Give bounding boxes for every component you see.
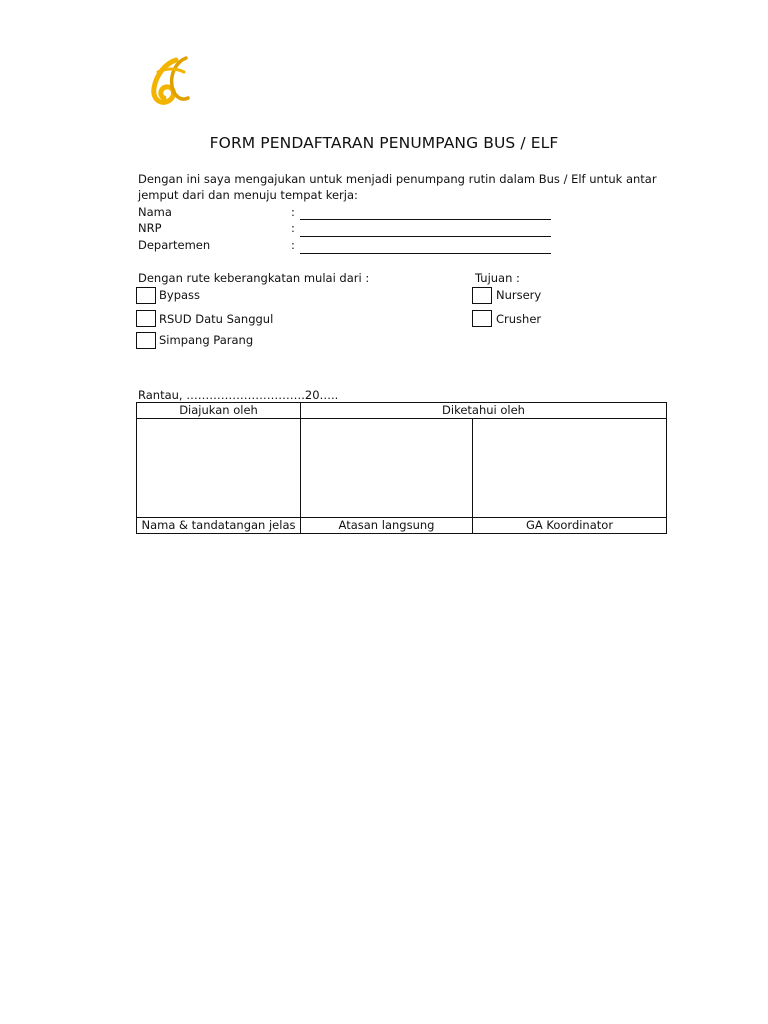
field-label-nama: Nama <box>138 205 172 219</box>
field-separator-departemen: : <box>291 238 295 252</box>
nama-input-line[interactable] <box>300 219 551 220</box>
ga-coordinator-signature-caption: GA Koordinator <box>473 518 667 534</box>
intro-line-2: jemput dari dan menuju tempat kerja: <box>138 188 358 202</box>
nrp-input-line[interactable] <box>300 236 551 237</box>
acknowledged-by-header: Diketahui oleh <box>301 403 667 419</box>
signature-table <box>136 402 667 534</box>
intro-line-1: Dengan ini saya mengajukan untuk menjadi penumpang rutin dalam Bus / Elf untuk antar <box>138 172 657 186</box>
departemen-input-line[interactable] <box>300 253 551 254</box>
option-label-simpang-parang: Simpang Parang <box>159 333 254 347</box>
field-separator-nama: : <box>291 205 295 219</box>
option-label-bypass: Bypass <box>159 288 201 302</box>
supervisor-signature-box[interactable] <box>301 419 473 518</box>
option-label-rsud-datu-sanggul: RSUD Datu Sanggul <box>159 312 274 326</box>
route-label: Dengan rute keberangkatan mulai dari : <box>138 271 370 285</box>
submitted-by-header: Diajukan oleh <box>137 403 301 419</box>
checkbox-crusher[interactable] <box>472 310 492 327</box>
checkbox-bypass[interactable] <box>136 287 156 304</box>
applicant-signature-box[interactable] <box>137 419 301 518</box>
form-title: FORM PENDAFTARAN PENUMPANG BUS / ELF <box>209 134 559 152</box>
checkbox-rsud-datu-sanggul[interactable] <box>136 310 156 327</box>
field-label-departemen: Departemen <box>138 238 211 252</box>
option-label-crusher: Crusher <box>496 312 542 326</box>
supervisor-signature-caption: Atasan langsung <box>301 518 473 534</box>
destination-label: Tujuan : <box>475 271 520 285</box>
field-separator-nrp: : <box>291 221 295 235</box>
option-label-nursery: Nursery <box>496 288 542 302</box>
applicant-signature-caption: Nama & tandatangan jelas <box>137 518 301 534</box>
field-label-nrp: NRP <box>138 221 162 235</box>
checkbox-nursery[interactable] <box>472 287 492 304</box>
checkbox-simpang-parang[interactable] <box>136 332 156 349</box>
ga-coordinator-signature-box[interactable] <box>473 419 667 518</box>
company-logo-icon <box>146 54 194 110</box>
date-line: Rantau, ………………………….20….. <box>138 388 339 402</box>
